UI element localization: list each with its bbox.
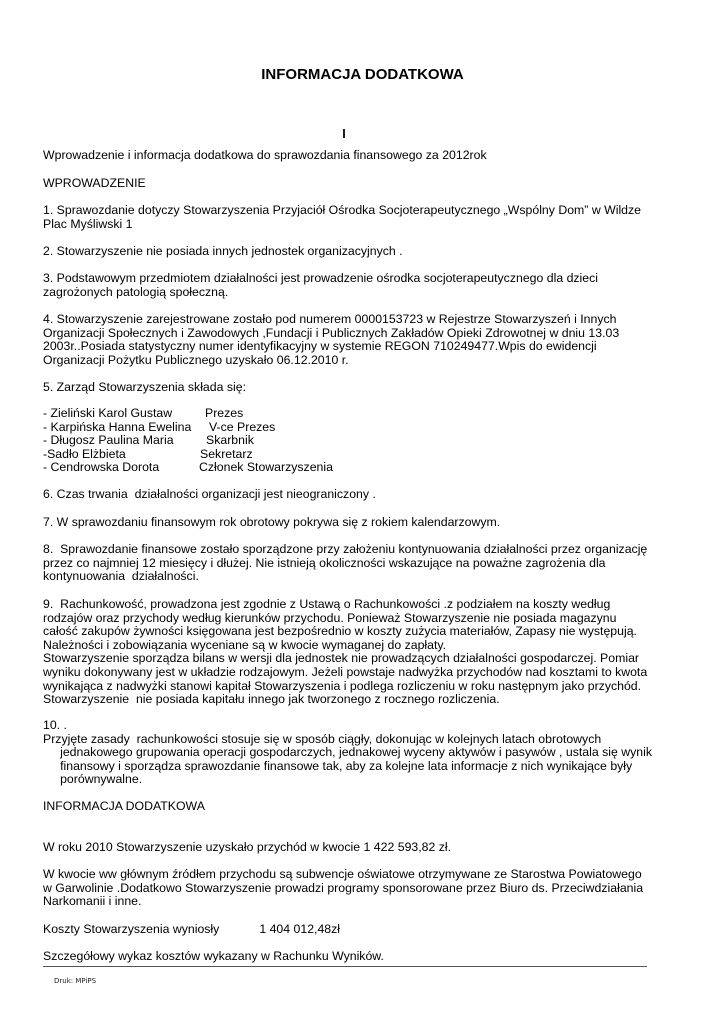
text-line: kontynuowania działalności. (43, 569, 199, 584)
costs-line (43, 923, 661, 937)
paragraph-10 (43, 719, 661, 787)
text-line: przez co najmniej 12 miesięcy i dłużej. Nie istnieją okoliczności wskazujące na poważne zagrożenia dla (43, 555, 606, 570)
board-member-name: - Karpińska Hanna Ewelina (43, 419, 192, 434)
paragraph-revenue (43, 841, 661, 855)
text-line: W roku 2010 Stowarzyszenie uzyskało przychód w kwocie 1 422 593,82 zł. (43, 840, 452, 854)
text-line: W kwocie ww głównym źródłem przychodu są subwencje oświatowe otrzymywane ze Starostwa Powiatowego (43, 867, 642, 881)
text-line: Przyjęte zasady rachunkowości stosuje się w sposób ciągły, dokonując w kolejnych latach obrotowych (43, 731, 602, 746)
text-line: 3. Podstawowym przedmiotem działalności jest prowadzenie ośrodka socjoterapeutycznego dla dzieci (43, 271, 599, 285)
text-line: Organizacji Społecznych i Zawodowych ,Fundacji i Publicznych Zakładów Opieki Zdrowotnej w dniu 13.03 (43, 325, 620, 340)
text-line: Szczegółowy wykaz kosztów wykazany w Rachunku Wyników. (43, 949, 384, 963)
text-line: 8. Sprawozdanie finansowe zostało sporządzone przy założeniu kontynuowania działalności przez organizację (43, 542, 648, 556)
board-member-name: - Cendrowska Dorota (43, 460, 160, 475)
heading-wprowadzenie: WPROWADZENIE (43, 176, 146, 190)
costs-value: 1 404 012,48zł (259, 922, 341, 936)
text-line: Stowarzyszenie nie posiada kapitału innego jak tworzonego z rocznego rozliczenia. (43, 692, 500, 707)
board-member-name: -Sadło Elżbieta (43, 446, 126, 461)
text-line: Należności i zobowiązania wyceniane są w kwocie wymaganej do zapłaty. (43, 637, 447, 652)
board-member-role: Prezes (205, 406, 244, 420)
paragraph-revenue-sources (43, 868, 661, 909)
board-member-name: - Długosz Paulina Maria (43, 433, 174, 448)
text-line: 5. Zarząd Stowarzyszenia składa się: (43, 380, 246, 394)
paragraph-cost-details (43, 950, 661, 964)
text-line: 9. Rachunkowość, prowadzona jest zgodnie z Ustawą o Rachunkowości .z podziałem na koszty według (43, 597, 611, 611)
costs-label: Koszty Stowarzyszenia wyniosły (43, 922, 220, 936)
section-number: I (342, 127, 346, 141)
footer-print-label: Druk: MPiPS (54, 977, 97, 985)
paragraph-2 (43, 245, 661, 259)
text-line: w Garwolinie .Dodatkowo Stowarzyszenie prowadzi programy sponsorowane przez Biuro ds. Przeciwdziałania (43, 880, 644, 895)
text-line: całość zakupów żywności księgowana jest bezpośrednio w koszty zużycia materiałów, Zapasy nie występują. (43, 624, 637, 639)
text-line: porównywalne. (43, 772, 143, 787)
text-line: 6. Czas trwania działalności organizacji jest nieograniczony . (43, 487, 376, 501)
text-line: jednakowego grupowania operacji gospodarczych, jednakowej wyceny aktywów i pasywów , ustala się wynik (43, 745, 653, 760)
board-member-role: Skarbnik (206, 433, 254, 448)
text-line: 7. W sprawozdaniu finansowym rok obrotowy pokrywa się z rokiem kalendarzowym. (43, 515, 501, 529)
board-member-role: V-ce Prezes (209, 419, 276, 434)
text-line: 4. Stowarzyszenie zarejestrowane zostało pod numerem 0000153723 w Rejestrze Stowarzyszeń i Innych (43, 312, 617, 326)
paragraph-6 (43, 488, 661, 502)
text-line: Organizacji Pożytku Publicznego uzyskało 06.12.2010 r. (43, 352, 349, 367)
paragraph-1 (43, 204, 661, 231)
paragraph-5 (43, 381, 661, 395)
text-line: finansowy i sporządza sprawozdanie finansowe tak, aby za kolejne lata informacje z nich wynikające były (43, 758, 633, 773)
paragraph-4 (43, 313, 661, 367)
paragraph-3 (43, 272, 661, 299)
text-line: Stowarzyszenie sporządza bilans w wersji dla jednostek nie prowadzących działalności gospodarczej. Pomiar (43, 651, 640, 666)
board-member-role: Sekretarz (200, 446, 253, 461)
heading-informacja-dodatkowa: INFORMACJA DODATKOWA (43, 799, 205, 813)
text-line: Narkomanii i inne. (43, 894, 142, 909)
text-line: 2. Stowarzyszenie nie posiada innych jednostek organizacyjnych . (43, 244, 403, 258)
text-line: 2003r..Posiada statystyczny numer identyfikacyjny w systemie REGON 710249477.Wpis do ewidencji (43, 339, 597, 354)
text-line: wyniku dokonywany jest w układzie rodzajowym. Jeżeli powstaje nadwyżka przychodów nad kosztami to kwota (43, 664, 648, 679)
footer-divider (43, 966, 647, 967)
intro-line: Wprowadzenie i informacja dodatkowa do sprawozdania finansowego za 2012rok (43, 148, 487, 162)
board-member-role: Członek Stowarzyszenia (199, 460, 333, 475)
text-line: wynikająca z nadwyżki stanowi kapitał Stowarzyszenia i podlega rozliczeniu w roku następnym jako przychód. (43, 678, 642, 693)
text-line: 10. . (43, 718, 67, 732)
paragraph-9 (43, 598, 661, 707)
text-line: zagrożonych patologią społeczną. (43, 284, 229, 299)
board-member-name: - Zieliński Karol Gustaw (43, 406, 173, 420)
paragraph-7 (43, 516, 661, 530)
document-title: INFORMACJA DODATKOWA (261, 66, 464, 83)
text-line: rodzajów oraz przychody według kierunków przychodu. Ponieważ Stowarzyszenie nie posiada magazynu (43, 610, 617, 625)
text-line: 1. Sprawozdanie dotyczy Stowarzyszenia Przyjaciół Ośrodka Socjoterapeutycznego „Wspólny Dom” w Wildze (43, 203, 642, 217)
text-line: Plac Myśliwski 1 (43, 216, 133, 231)
paragraph-8 (43, 543, 661, 584)
